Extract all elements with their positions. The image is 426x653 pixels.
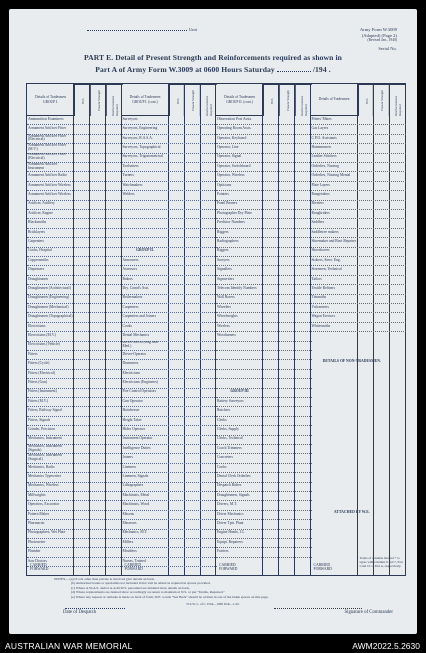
title-year: /194 . xyxy=(312,64,331,74)
note-c: (c) Where A.W.A.S. and/or A.A.M.W.S. personnel are detailed show details on back. xyxy=(71,585,190,590)
trade-name: Wagon Erectors xyxy=(311,314,336,319)
trade-name: Dental Mechanics xyxy=(122,332,150,337)
trade-name: Hairdresser xyxy=(122,408,140,413)
title-line-2-text: Part A of Army Form W.3009 at 0600 Hours Saturday xyxy=(95,64,275,74)
trade-name: Tinsmiths xyxy=(311,295,327,300)
trade-name: Artificer, Engine xyxy=(28,210,53,215)
carried-forward-text: FORWARD xyxy=(124,567,143,572)
trade-name: Riggers xyxy=(217,248,229,253)
carried-forward-text: FORWARD xyxy=(30,567,49,572)
trade-name: Photographer Dry Plate xyxy=(217,210,252,215)
trade-name: Armourers xyxy=(122,257,139,262)
trade-name: Operators, Excavator xyxy=(28,502,60,507)
trade-name: Engine Hands, I.C. xyxy=(217,530,246,535)
trade-name: Mechanics Typewriter xyxy=(28,473,61,478)
trade-name: Surveyors, Trigonometrical xyxy=(122,154,164,159)
trade-name: Storemen, Technical xyxy=(311,267,342,272)
trade-name: Electricians xyxy=(28,323,46,328)
carried-forward-text: CARRIED xyxy=(219,562,236,567)
trade-name: Battery Surveyors xyxy=(217,398,244,403)
trade-name: Orderlies, Nursing xyxy=(311,163,339,168)
trade-name: Draughtsmen (Engineering) xyxy=(28,295,70,300)
trade-name: Sawyers xyxy=(217,257,230,262)
header-text: Details of Tradesmen xyxy=(224,95,255,100)
trade-name: Clerks xyxy=(217,417,227,422)
trade-name: Signallers xyxy=(217,267,232,272)
despatch-line xyxy=(65,608,125,609)
column-header-present-strength: Present Strength xyxy=(373,84,390,116)
trade-name: Armament Artificer Instrument xyxy=(28,162,58,170)
trade-name: Armament Artificer Fitter (Electrical) xyxy=(28,133,67,142)
trade-name: Cooks xyxy=(217,464,227,469)
tradesmen-table xyxy=(26,83,406,576)
carried-forward-label xyxy=(30,563,48,572)
trade-name: Despatch Riders xyxy=(217,483,242,488)
form-identifier xyxy=(360,27,397,43)
carried-forward-text: CARRIED xyxy=(30,562,47,567)
trade-name: Operator, Signal xyxy=(217,154,242,159)
trade-name: Armament Artificer Wireless xyxy=(28,191,71,196)
carried-forward-text: FORWARD xyxy=(219,567,238,572)
trade-name: Height Taker xyxy=(122,417,142,422)
trade-name: Predictor Numbers xyxy=(217,220,245,225)
trade-name: Wheelwrights xyxy=(217,314,238,319)
trade-name: Mechanics, Instrument xyxy=(28,436,62,441)
trade-name: Armament Artificer Fitter (Electrical) xyxy=(28,152,67,161)
trade-name: Watchmakers xyxy=(122,182,143,187)
trade-name: Orderlies, Nursing Mental xyxy=(311,173,351,178)
trade-name: Mechanics, Instrument (Surgical) xyxy=(28,453,62,462)
trade-name: Clerks, Supply xyxy=(217,426,239,431)
trade-name: Millwrights xyxy=(28,492,46,497)
unit-label: Unit xyxy=(189,27,198,32)
trade-name: Whitesmiths xyxy=(311,323,331,328)
trade-name: Farriers xyxy=(217,549,229,554)
trade-name: Opticians xyxy=(217,182,232,187)
trade-name: Surveyors, Engineering xyxy=(122,126,158,131)
trade-name: Operator, Switchboard xyxy=(217,163,251,168)
trade-name: Driver-Operator xyxy=(122,351,147,356)
trade-name: Masons xyxy=(122,511,134,516)
trade-name: Surveyors, R.A.S.A. xyxy=(122,135,153,140)
header-text: Details of Tradesmen xyxy=(129,95,161,100)
unit-line xyxy=(87,30,187,31)
trade-name: Driver Tpts. Plant xyxy=(217,520,244,525)
trade-name: Electricians xyxy=(122,370,140,375)
trade-name: Cooks xyxy=(122,323,132,328)
trade-name: Carpenters xyxy=(122,304,139,309)
trade-name: Butchers xyxy=(217,408,231,413)
trade-name: Wall Borers xyxy=(217,295,235,300)
trade-name: Observation Post Assts. xyxy=(217,116,252,121)
form-id-line-3: (Revised Jan., 1940) xyxy=(367,38,397,43)
carried-forward-text: FORWARD xyxy=(313,567,332,572)
trade-name: Driver Mechanics xyxy=(217,511,244,516)
details-of-non-tradesmen-label: DETAILS OF NON-TRADESMEN. xyxy=(322,359,381,364)
details-of-tradesmen-label xyxy=(319,97,350,101)
column-header-present-strength: Present Strength xyxy=(90,84,107,116)
trade-name: Linemen, Signals xyxy=(122,473,149,478)
form-id-line-1: Army Form W.3009 xyxy=(359,27,397,32)
trade-name: Armament Artificer Wireless xyxy=(28,182,71,187)
print-line: N.S.W. L. of C. Print—1800 Pads—1/43. xyxy=(186,602,240,606)
header-text: Details of Tradesmen xyxy=(318,97,350,102)
trade-name: Draughtsmen xyxy=(28,276,48,281)
trade-name: Surveyors, Topographical xyxy=(122,144,161,149)
form-title xyxy=(9,52,417,76)
column-header-we: W.E. xyxy=(169,84,186,116)
form-sheet xyxy=(9,9,417,634)
trade-name: Fitters xyxy=(28,351,38,356)
trade-name: Blacksmiths xyxy=(28,220,47,225)
trade-name: Radiographers xyxy=(217,238,239,243)
trade-name: Plumber xyxy=(28,549,41,554)
trade-name: Shoemaker and Boot Repairer xyxy=(311,238,357,243)
trade-name: Operator, Wireless xyxy=(217,173,245,178)
trade-name: Operator, Line xyxy=(217,144,239,149)
trade-name: Bakers xyxy=(122,276,133,281)
trade-name: Saw Doctors xyxy=(28,558,47,563)
accession-number: AWM2022.5.2630 xyxy=(352,641,420,651)
trade-name: Hammermen xyxy=(311,144,331,149)
trade-name: Leather Stitchers xyxy=(311,154,337,159)
column-header-details xyxy=(311,84,359,116)
notes-section xyxy=(54,577,394,599)
trade-name: Mechanics, Wireless xyxy=(28,483,59,488)
column-header-we: W.E. xyxy=(74,84,91,116)
trade-name: Vulcanizers xyxy=(311,304,329,309)
note-b: (b) Authorised trades or specialists not included in list will be added as required in spaces provided. xyxy=(71,581,211,586)
trade-name: Fitters, Railway Signal xyxy=(28,408,62,413)
trade-name: Panel Beaters xyxy=(217,201,238,206)
details-of-tradesmen-label xyxy=(224,95,255,104)
column-header-reinforcements: Reinforcements Required xyxy=(200,84,217,116)
trade-name: Draughtsmen (Topographical) xyxy=(28,314,73,319)
trade-name: Pattern Maker xyxy=(28,511,49,516)
trade-name: Dry. Comd's Asst. xyxy=(122,285,150,290)
trade-name: Millers xyxy=(122,539,134,544)
trade-name: Assessors xyxy=(122,267,138,272)
trade-name: Fire Control Operators xyxy=(122,389,157,394)
trade-name: Operator, Keyboard xyxy=(217,135,247,140)
trade-name: Drummers xyxy=(122,361,139,366)
trade-name: C.P.O. Assistants xyxy=(311,135,337,140)
carried-forward-label xyxy=(125,563,143,572)
trade-name: Riveters xyxy=(311,201,324,206)
trade-name: Instrument Operator xyxy=(122,436,153,441)
trade-name: Machinists, Wood xyxy=(122,502,150,507)
trade-name: Roughriders xyxy=(311,210,330,215)
trade-name: Carpenters xyxy=(28,238,44,243)
column-header-reinforcements: Reinforcements Required xyxy=(295,84,312,116)
trade-name: Signwriters xyxy=(217,276,235,281)
trade-name: Stokers, Sterz. Eng. xyxy=(311,257,341,262)
table-row xyxy=(311,322,407,332)
group-label: GROUP I. (cont.) xyxy=(132,99,158,104)
table-row xyxy=(216,547,312,557)
trade-name: Operating Room Assts. xyxy=(217,126,252,131)
trade-name: Telecom Identify Numbers xyxy=(217,285,257,290)
signature-line xyxy=(274,608,362,609)
trade-name: Linemen xyxy=(122,464,136,469)
trade-name: Saddlers xyxy=(311,220,325,225)
trade-name: Wheelers xyxy=(217,304,231,309)
trade-name: Masseurs xyxy=(122,520,137,525)
note-e: (e) Where any request or remarks is made on back of form, W.E. words "See Back" should be written in one of the blank spaces on this page. xyxy=(71,594,269,599)
trade-name: Pharmacist xyxy=(28,520,45,525)
column-header-reinforcements: Reinforcements Required xyxy=(389,84,406,116)
column-header-we: W.E. xyxy=(263,84,280,116)
trade-name: GROUP III xyxy=(230,389,249,394)
title-line-2 xyxy=(9,64,417,76)
trade-name: Driver-Mech. (Eng. and Med.) xyxy=(122,340,158,349)
trade-name: Electricians (M.V.) xyxy=(28,332,57,337)
trade-name: Woodturners xyxy=(217,332,236,337)
trade-name: Cooks, Hospital xyxy=(28,248,52,253)
carried-forward-label xyxy=(219,563,237,572)
trade-name: Wireless xyxy=(217,323,230,328)
trade-name: Grinder, Precision xyxy=(28,426,55,431)
trade-name: Concreters xyxy=(217,455,233,460)
trade-name: Rangetakers xyxy=(311,191,330,196)
trade-name: Machinists, Metal xyxy=(122,492,150,497)
trade-name: Mechanics, Instrument (Signals) xyxy=(28,444,62,452)
carried-forward-text: CARRIED xyxy=(313,562,331,567)
trade-name: Welders xyxy=(122,191,135,196)
trade-name: Draughtsmen (Architectural) xyxy=(28,285,71,290)
trade-name: Electricians (Vehicle) xyxy=(28,342,60,347)
trade-name: Mechanics, Radio xyxy=(28,464,55,469)
trade-name: Moulders xyxy=(122,549,137,554)
trade-name: Toolsetters xyxy=(122,163,139,168)
trade-name: Clerks, Technical xyxy=(217,436,243,441)
trade-name: Armament Artificer Fitter xyxy=(28,126,67,131)
trade-name: Ammunition Examiners xyxy=(28,116,64,121)
trade-name: Armament Artificer Radio xyxy=(28,173,67,178)
column-header-details xyxy=(122,84,170,116)
trade-name: Riggers xyxy=(217,229,229,234)
column-header-present-strength: Present Strength xyxy=(279,84,296,116)
trade-name: Fitters' Mates xyxy=(311,116,332,121)
unit-field xyxy=(87,27,197,32)
carried-forward-label xyxy=(314,563,332,572)
details-of-tradesmen-label xyxy=(35,95,66,104)
trade-name: Plate Layers xyxy=(311,182,330,187)
trade-name: Dispensers xyxy=(28,267,45,272)
trade-name: Lithographers xyxy=(122,483,144,488)
trade-name: Fitters (Cycle) xyxy=(28,361,50,366)
column-header-details xyxy=(216,84,264,116)
column-header-details xyxy=(27,84,75,116)
trade-name: Coppersmiths xyxy=(28,257,49,262)
trade-name: Bricklayers xyxy=(28,229,45,234)
note-d: (d) Where replacements are desired show accordingly on return to maintain at N.S. or put "Tenths, Required." xyxy=(71,590,225,595)
trade-name: Turners xyxy=(122,173,134,178)
trade-name: Artificer, Artillery xyxy=(28,201,55,206)
totals-note: Totals of columns marked * to agree with columns 6 and 7, Part I and 10 of Part A, respectively. xyxy=(359,555,403,568)
trade-name: Draughtsmen (Mechanical) xyxy=(28,304,69,309)
trade-name: Intelligence Duties xyxy=(122,445,151,450)
carried-forward-text: CARRIED xyxy=(124,562,142,567)
trade-name: Nurses, Trained xyxy=(122,558,146,563)
title-line-1: PART E. Detail of Present Strength and Reinforcements required as shown in xyxy=(83,53,342,62)
note-a: NOTES.—(a) If cols other than private is involved give details on back. xyxy=(54,577,155,581)
trade-name: Drivers, M.T. xyxy=(217,502,238,507)
details-of-tradesmen-label xyxy=(130,95,161,104)
group-label: GROUP II. (cont.) xyxy=(226,99,253,104)
trade-name: Equipt. Repairers xyxy=(217,539,243,544)
trade-name: Fitters (Electrical) xyxy=(28,370,55,375)
trade-name: Boilermakers xyxy=(122,295,143,300)
trade-name: Saddletree makers xyxy=(311,229,339,234)
trade-name: Joiners xyxy=(122,455,133,460)
trade-name: Fitters (Instrument) xyxy=(28,389,57,394)
column-header-we: W.E. xyxy=(358,84,375,116)
trade-name: Shoeshorers xyxy=(311,248,330,253)
trade-name: Fitters (Gun) xyxy=(28,379,48,384)
trade-name: Textile Refiners xyxy=(311,285,336,290)
trade-name: Mechanics, M.T. xyxy=(122,530,148,535)
trade-name: Carpenters and Joiners xyxy=(122,314,157,319)
group-label: GROUP I. xyxy=(42,99,59,104)
trade-name: Electricians (Engineers) xyxy=(122,379,159,384)
form-id-line-2: (Adapted) (Page 2) xyxy=(361,32,397,38)
trade-name: Photowriter xyxy=(28,539,46,544)
trade-name: Gas Layers xyxy=(311,126,329,131)
trade-name: Fitters, Signals xyxy=(28,417,51,422)
trade-name: Photographers, Wet Plate xyxy=(28,530,66,535)
attached-by-we-label: ATTACHED BY W.E. xyxy=(333,509,370,514)
signature-of-commander-label: Signature of Commander xyxy=(344,610,393,615)
serial-number-label: Serial No. xyxy=(378,46,397,51)
column-header-reinforcements: Reinforcements Required xyxy=(106,84,123,116)
trade-name: Tailors xyxy=(311,276,322,281)
trade-name: Draughtsmen, Signals xyxy=(217,492,250,497)
trade-name: Fitters (M.V.) xyxy=(28,398,49,403)
trade-name: Painters xyxy=(217,191,229,196)
date-of-despatch-label: Date of Despatch xyxy=(63,610,97,615)
trade-name: Surveyors xyxy=(122,116,138,121)
column-header-present-strength: Present Strength xyxy=(184,84,201,116)
trade-name: GROUP II. xyxy=(136,248,154,253)
header-text: Details of Tradesmen xyxy=(35,95,66,100)
trade-name: Dental Clerk Orderlies xyxy=(217,473,251,478)
trade-name: Coach Trimmers xyxy=(217,445,242,450)
trade-name: Armament Artificer Fitter (M.V.) xyxy=(28,143,67,151)
trade-name: Hides Operator xyxy=(122,426,146,431)
memorial-credit: AUSTRALIAN WAR MEMORIAL xyxy=(5,641,133,651)
trade-name: Gun Operator xyxy=(122,398,143,403)
